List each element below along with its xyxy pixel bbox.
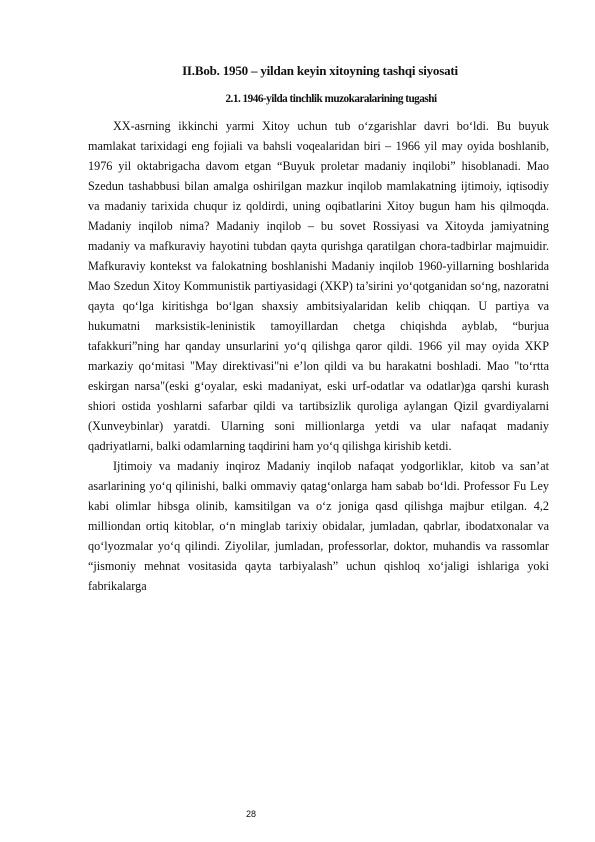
page-number: 28 bbox=[246, 809, 257, 819]
section-title: 2.1. 1946-yilda tinchlik muzokaralarining tugashi bbox=[225, 93, 437, 105]
body-text bbox=[88, 116, 549, 596]
paragraph: Ijtimoiy va madaniy inqiroz Madaniy inqilob nafaqat yodgorliklar, kitob va san’at asarlarining yo‘q qilinishi, balki ommaviy qatag‘onlarga ham sabab bo‘ldi. Professor Fu Ley kabi olimlar hibsga olinib, kamsitilgan va o‘z joniga qasd qilishga majbur etilgan. 4,2 milliondan ortiq kitoblar, o‘n minglab tarixiy obidalar, jumladan, qabrlar, ibodatxonalar va qo‘lyozmalar yo‘q qilindi. Ziyolilar, jumladan, professorlar, doktor, muhandis va rassomlar “jismoniy mehnat vositasida qayta tarbiyalash” uchun qishloq xo‘jaligi ishlariga yoki fabrikalarga bbox=[88, 459, 549, 593]
chapter-title: II.Bob. 1950 – yildan keyin xitoyning tashqi siyosati bbox=[182, 63, 458, 78]
paragraph: XX-asrning ikkinchi yarmi Xitoy uchun tub o‘zgarishlar davri bo‘ldi. Bu buyuk mamlakat tarixidagi eng fojiali va bahsli voqealaridan biri – 1966 yil may oyida boshlanib, 1976 yil oktabrigacha davom etgan “Buyuk proletar madaniy inqilobi” hisoblanadi. Mao Szedun tashabbusi bilan amalga oshirilgan mazkur inqilob mamlakatning ijtimoiy, iqtisodiy va madaniy tarixida chuqur iz qoldirdi, uning oqibatlarini Xitoy bugun ham his qilmoqda. Madaniy inqilob nima? Madaniy inqilob – bu sovet Rossiyasi va Xitoyda jamiyatning madaniy va mafkuraviy hayotini tubdan qayta qurishga qaratilgan chora-tadbirlar majmuidir. Mafkuraviy kontekst va falokatning boshlanishi Madaniy inqilob 1960-yillarning boshlarida Mao Szedun Xitoy Kommunistik partiyasidagi (XKP) ta’sirini yo‘qotganidan so‘ng, nazoratni qayta qo‘lga kiritishga bo‘lgan shaxsiy ambitsiyalaridan kelib chiqqan. U partiya va hukumatni marksistik-leninistik tamoyillardan chetga chiqishda ayblab, “burjua tafakkuri”ning har qanday unsurlarini yo‘q qilishga qaror qildi. 1966 yil may oyida XKP markaziy qo‘mitasi "May direktivasi"ni e’lon qildi va bu harakatni boshladi. Mao "to‘rtta eskirgan narsa"(eski g‘oyalar, eski madaniyat, eski urf-odatlar va odatlar)ga qarshi kurash shiori ostida yoshlarni safarbar qildi va tartibsizlik quroliga aylangan Qizil gvardiyalarni (Xunveybinlar) yaratdi. Ularning soni millionlarga yetdi va ular nafaqat madaniy qadriyatlarni, balki odamlarning taqdirini ham yo‘q qilishga kirishib ketdi. bbox=[88, 119, 549, 453]
